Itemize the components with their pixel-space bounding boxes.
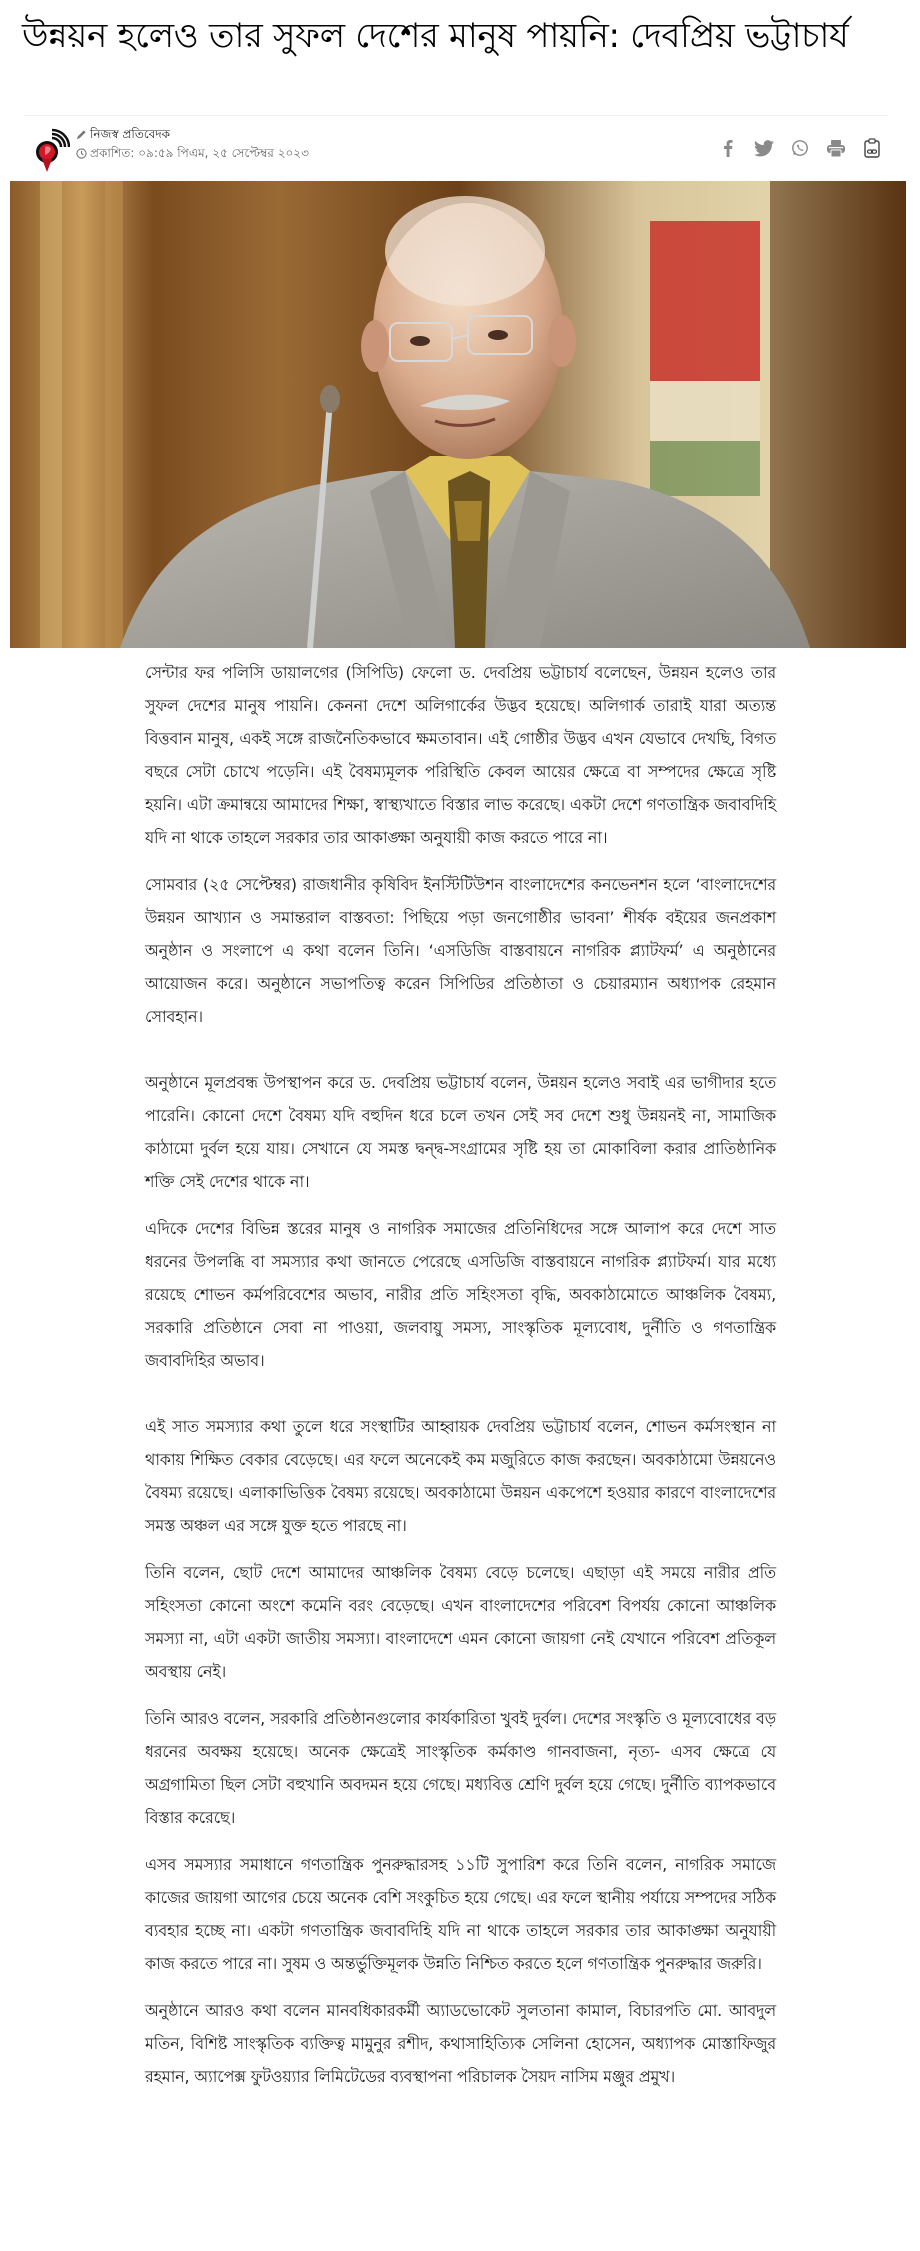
byline bbox=[30, 124, 890, 174]
publish-date bbox=[76, 145, 309, 165]
article-paragraph: তিনি বলেন, ছোট দেশে আমাদের আঞ্চলিক বৈষম্য বেড়ে চলেছে। এছাড়া এই সময়ে নারীর প্রতি সহিংসতা কোনো অংশে কমেনি বরং বেড়েছে। এখন বাংলাদেশের পরিবেশ বিপর্যয় কোনো আঞ্চলিক সমস্যা না, এটা একটা জাতীয় সমস্যা। বাংলাদেশে এমন কোনো জায়গা নেই যেখানে পরিবেশ প্রতিকূল অবস্থায় নেই। bbox=[145, 1563, 776, 1681]
copy-link-icon bbox=[864, 138, 880, 158]
whatsapp-icon bbox=[791, 139, 809, 157]
article-body bbox=[145, 656, 776, 2107]
share-bar bbox=[712, 132, 888, 164]
clock-icon bbox=[76, 148, 87, 162]
author bbox=[76, 126, 170, 146]
copy-link-button[interactable] bbox=[856, 132, 888, 164]
publisher-logo-icon bbox=[32, 128, 70, 174]
pencil-icon bbox=[76, 129, 87, 143]
print-button[interactable] bbox=[820, 132, 852, 164]
article-paragraph: তিনি আরও বলেন, সরকারি প্রতিষ্ঠানগুলোর কার্যকারিতা খুবই দুর্বল। দেশের সংস্কৃতি ও মূল্যবোধের বড় ধরনের অবক্ষয় হয়েছে। অনেক ক্ষেত্রেই সাংস্কৃতিক কর্মকাণ্ড গানবাজনা, নৃত্য- এসব ক্ষেত্রে যে অগ্রগামিতা ছিল সেটা বহুখানি অবদমন হয়ে গেছে। মধ্যবিত্ত শ্রেণি দুর্বল হয়ে গেছে। দুর্নীতি ব্যাপকভাবে বিস্তার করেছে। bbox=[145, 1709, 776, 1827]
facebook-icon bbox=[721, 139, 735, 157]
article-paragraph: এসব সমস্যার সমাধানে গণতান্ত্রিক পুনরুদ্ধারসহ ১১টি সুপারিশ করে তিনি বলেন, নাগরিক সমাজে কাজের জায়গা আগের চেয়ে অনেক বেশি সংকুচিত হয়ে গেছে। এর ফলে স্থানীয় পর্যায়ে সম্পদের সঠিক ব্যবহার হচ্ছে না। একটা গণতান্ত্রিক জবাবদিহি যদি না থাকে তাহলে সরকার তার আকাঙ্ক্ষা অনুযায়ী কাজ করতে পারে না। সুষম ও অন্তর্ভুক্তিমূলক উন্নতি নিশ্চিত করতে হলে গণতান্ত্রিক পুনরুদ্ধার জরুরি। bbox=[145, 1855, 776, 1973]
article-paragraph: এদিকে দেশের বিভিন্ন স্তরের মানুষ ও নাগরিক সমাজের প্রতিনিধিদের সঙ্গে আলাপ করে দেশে সাত ধরনের উপলব্ধি বা সমস্যার কথা জানতে পেরেছে এসডিজি বাস্তবায়নে নাগরিক প্ল্যাটফর্ম। যার মধ্যে রয়েছে শোভন কর্মপরিবেশের অভাব, নারীর প্রতি সহিংসতা বৃদ্ধি, অবকাঠামোতে আঞ্চলিক বৈষম্য, সরকারি প্রতিষ্ঠানে সেবা না পাওয়া, জলবায়ু সমস্য, সাংস্কৃতিক মূল্যবোধ, দুর্নীতি ও গণতান্ত্রিক জবাবদিহির অভাব। bbox=[145, 1219, 776, 1370]
share-whatsapp-button[interactable] bbox=[784, 132, 816, 164]
article-paragraph: অনুষ্ঠানে আরও কথা বলেন মানবধিকারকর্মী অ্যাডভোকেট সুলতানা কামাল, বিচারপতি মো. আবদুল মতিন, বিশিষ্ট সাংস্কৃতিক ব্যক্তিত্ব মামুনুর রশীদ, কথাসাহিত্যিক সেলিনা হোসেন, অধ্যাপক মোস্তাফিজুর রহমান, অ্যাপেক্স ফুটওয়্যার লিমিটেডের ব্যবস্থাপনা পরিচালক সৈয়দ নাসিম মঞ্জুর প্রমুখ। bbox=[145, 2001, 776, 2086]
share-twitter-button[interactable] bbox=[748, 132, 780, 164]
twitter-icon bbox=[754, 140, 774, 157]
share-facebook-button[interactable] bbox=[712, 132, 744, 164]
print-icon bbox=[826, 139, 846, 158]
article-paragraph: অনুষ্ঠানে মূলপ্রবন্ধ উপস্থাপন করে ড. দেবপ্রিয় ভট্টাচার্য বলেন, উন্নয়ন হলেও সবাই এর ভাগীদার হতে পারেনি। কোনো দেশে বৈষম্য যদি বহুদিন ধরে চলে তখন সেই সব দেশে শুধু উন্নয়নই না, সামাজিক কাঠামো দুর্বল হয়ে যায়। সেখানে যে সমস্ত দ্বন্দ্ব-সংগ্রামের সৃষ্টি হয় তা মোকাবিলা করার প্রাতিষ্ঠানিক শক্তি সেই দেশের থাকে না। bbox=[145, 1073, 776, 1191]
author-name[interactable]: নিজস্ব প্রতিবেদক bbox=[90, 127, 171, 141]
headline-divider bbox=[24, 115, 888, 116]
article-headline: উন্নয়ন হলেও তার সুফল দেশের মানুষ পায়নি: দেবপ্রিয় ভট্টাচার্য bbox=[22, 16, 849, 56]
hero-image bbox=[10, 181, 906, 648]
article-paragraph: সোমবার (২৫ সেপ্টেম্বর) রাজধানীর কৃষিবিদ ইনস্টিটিউশন বাংলাদেশের কনভেনশন হলে ‘বাংলাদেশের উন্নয়ন আখ্যান ও সমান্তরাল বাস্তবতা: পিছিয়ে পড়া জনগোষ্ঠীর ভাবনা’ শীর্ষক বইয়ের জনপ্রকাশ অনুষ্ঠান ও সংলাপে এ কথা বলেন তিনি। ‘এসডিজি বাস্তবায়নে নাগরিক প্ল্যাটফর্ম’ এ অনুষ্ঠানের আয়োজন করে। অনুষ্ঠানে সভাপতিত্ব করেন সিপিডির প্রতিষ্ঠাতা ও চেয়ারম্যান অধ্যাপক রেহমান সোবহান। bbox=[145, 875, 776, 1026]
article-paragraph: সেন্টার ফর পলিসি ডায়ালগের (সিপিডি) ফেলো ড. দেবপ্রিয় ভট্টাচার্য বলেছেন, উন্নয়ন হলেও তার সুফল দেশের মানুষ পায়নি। কেননা দেশে অলিগার্কের উদ্ভব হয়েছে। অলিগার্ক তারাই যারা অত্যন্ত বিত্তবান মানুষ, একই সঙ্গে রাজনৈতিকভাবে ক্ষমতাবান। এই গোষ্ঠীর উদ্ভব এখন যেভাবে দেখছি, বিগত বছরে সেটা চোখে পড়েনি। এই বৈষম্যমূলক পরিস্থিতি কেবল আয়ের ক্ষেত্রে বা সম্পদের ক্ষেত্রে সৃষ্টি হয়নি। এটা ক্রমান্বয়ে আমাদের শিক্ষা, স্বাস্থ্যখাতে বিস্তার লাভ করেছে। একটা দেশে গণতান্ত্রিক জবাবদিহি যদি না থাকে তাহলে সরকার তার আকাঙ্ক্ষা অনুযায়ী কাজ করতে পারে না। bbox=[145, 663, 776, 847]
article-paragraph: এই সাত সমস্যার কথা তুলে ধরে সংস্থাটির আহ্বায়ক দেবপ্রিয় ভট্টাচার্য বলেন, শোভন কর্মসংস্থান না থাকায় শিক্ষিত বেকার বেড়েছে। এর ফলে অনেকেই কম মজুরিতে কাজ করছেন। অবকাঠামো উন্নয়নেও বৈষম্য রয়েছে। এলাকাভিত্তিক বৈষম্য রয়েছে। অবকাঠামো উন্নয়ন একপেশে হওয়ার কারণে বাংলাদেশের সমস্ত অঞ্চল এর সঙ্গে যুক্ত হতে পারছে না। bbox=[145, 1417, 776, 1535]
publish-date-text: প্রকাশিত: ০৯:৫৯ পিএম, ২৫ সেপ্টেম্বর ২০২৩ bbox=[90, 146, 309, 160]
